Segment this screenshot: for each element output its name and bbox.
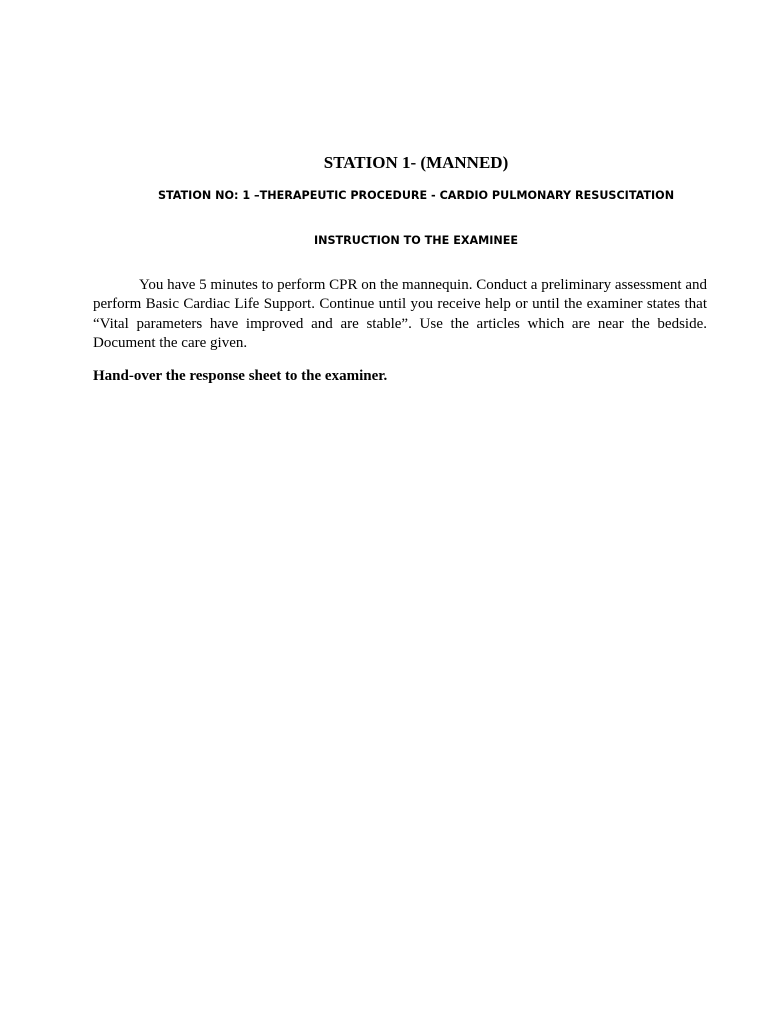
instruction-heading: INSTRUCTION TO THE EXAMINEE bbox=[313, 234, 519, 247]
instruction-paragraph: You have 5 minutes to perform CPR on the mannequin. Conduct a preliminary assessment and perform Basic Cardiac Life Support. Continue until you receive help or until the examiner states that “Vital parameters have improved and are stable”. Use the articles which are near the bedside. Document the care given. bbox=[93, 277, 707, 352]
station-title: STATION 1- (MANNED) bbox=[323, 153, 509, 172]
station-subtitle: STATION NO: 1 –THERAPEUTIC PROCEDURE - CARDIO PULMONARY RESUSCITATION bbox=[157, 189, 675, 202]
handover-note: Hand-over the response sheet to the examiner. bbox=[93, 368, 388, 384]
